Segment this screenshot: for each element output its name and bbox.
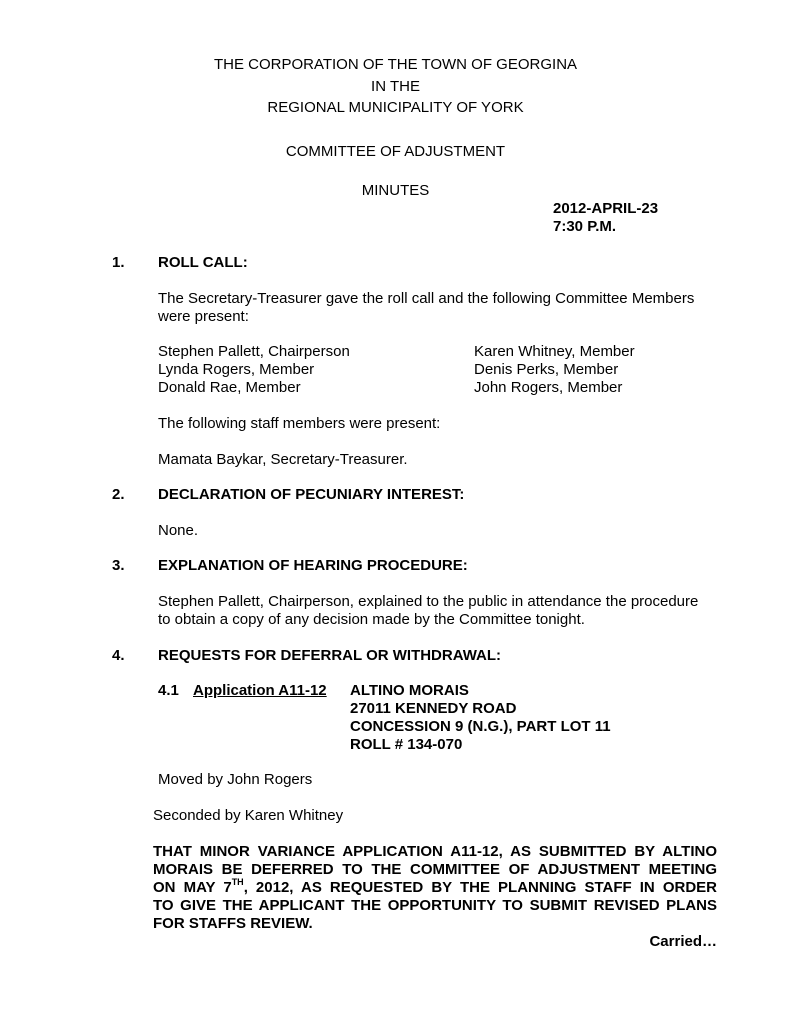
member-name: Lynda Rogers, Member — [158, 361, 315, 378]
moved-by: Moved by John Rogers — [158, 771, 313, 788]
motion-date: ON MAY 7 — [153, 879, 232, 896]
member-name: Stephen Pallett, Chairperson — [158, 343, 350, 360]
section-2-title: DECLARATION OF PECUNIARY INTEREST: — [158, 486, 465, 503]
member-name: Donald Rae, Member — [158, 379, 301, 396]
staff-member: Mamata Baykar, Secretary-Treasurer. — [158, 451, 408, 468]
doc-type: MINUTES — [361, 182, 430, 199]
legal-description: CONCESSION 9 (N.G.), PART LOT 11 — [350, 718, 611, 735]
applicant-name: ALTINO MORAIS — [350, 682, 469, 699]
member-name: John Rogers, Member — [474, 379, 623, 396]
motion-line: MORAIS BE DEFERRED TO THE COMMITTEE OF ADJUSTMENT MEETING — [153, 861, 717, 878]
region-title: REGIONAL MUNICIPALITY OF YORK — [267, 99, 524, 116]
member-name: Karen Whitney, Member — [474, 343, 635, 360]
roll-number: ROLL # 134-070 — [350, 736, 463, 753]
section-3-number: 3. — [112, 557, 125, 574]
item-number: 4.1 — [158, 682, 179, 699]
member-name: Denis Perks, Member — [474, 361, 619, 378]
roll-call-intro-line1: The Secretary-Treasurer gave the roll call and the following Committee Members — [158, 290, 695, 307]
seconded-by: Seconded by Karen Whitney — [153, 807, 344, 824]
motion-line — [153, 879, 717, 897]
section-2-number: 2. — [112, 486, 125, 503]
motion-line-rest: , 2012, AS REQUESTED BY THE PLANNING STAFF IN ORDER — [243, 879, 717, 896]
roll-call-intro-line2: were present: — [158, 308, 249, 325]
section-3-body-line2: to obtain a copy of any decision made by the Committee tonight. — [158, 611, 585, 628]
motion-line: THAT MINOR VARIANCE APPLICATION A11-12, AS SUBMITTED BY ALTINO — [153, 843, 717, 860]
section-3-body-line1: Stephen Pallett, Chairperson, explained to the public in attendance the procedure — [158, 593, 699, 610]
committee-title: COMMITTEE OF ADJUSTMENT — [285, 143, 506, 160]
section-1-title: ROLL CALL: — [158, 254, 248, 271]
section-4-number: 4. — [112, 647, 125, 664]
org-title: THE CORPORATION OF THE TOWN OF GEORGINA — [213, 56, 578, 73]
motion-line: TO GIVE THE APPLICANT THE OPPORTUNITY TO SUBMIT REVISED PLANS — [153, 897, 717, 914]
applicant-address: 27011 KENNEDY ROAD — [350, 700, 517, 717]
section-2-body: None. — [158, 522, 199, 539]
motion-result: Carried… — [649, 933, 717, 950]
motion-line: FOR STAFFS REVIEW. — [153, 915, 313, 932]
section-1-number: 1. — [112, 254, 125, 271]
section-4-title: REQUESTS FOR DEFERRAL OR WITHDRAWAL: — [158, 647, 502, 664]
section-3-title: EXPLANATION OF HEARING PROCEDURE: — [158, 557, 468, 574]
motion-text — [153, 843, 717, 933]
application-link: Application A11-12 — [193, 682, 327, 699]
ordinal-suffix: TH — [231, 877, 244, 887]
staff-intro: The following staff members were present: — [158, 415, 441, 432]
meeting-date: 2012-APRIL-23 — [553, 200, 659, 217]
org-title-in: IN THE — [371, 78, 420, 95]
meeting-time: 7:30 P.M. — [553, 218, 617, 235]
